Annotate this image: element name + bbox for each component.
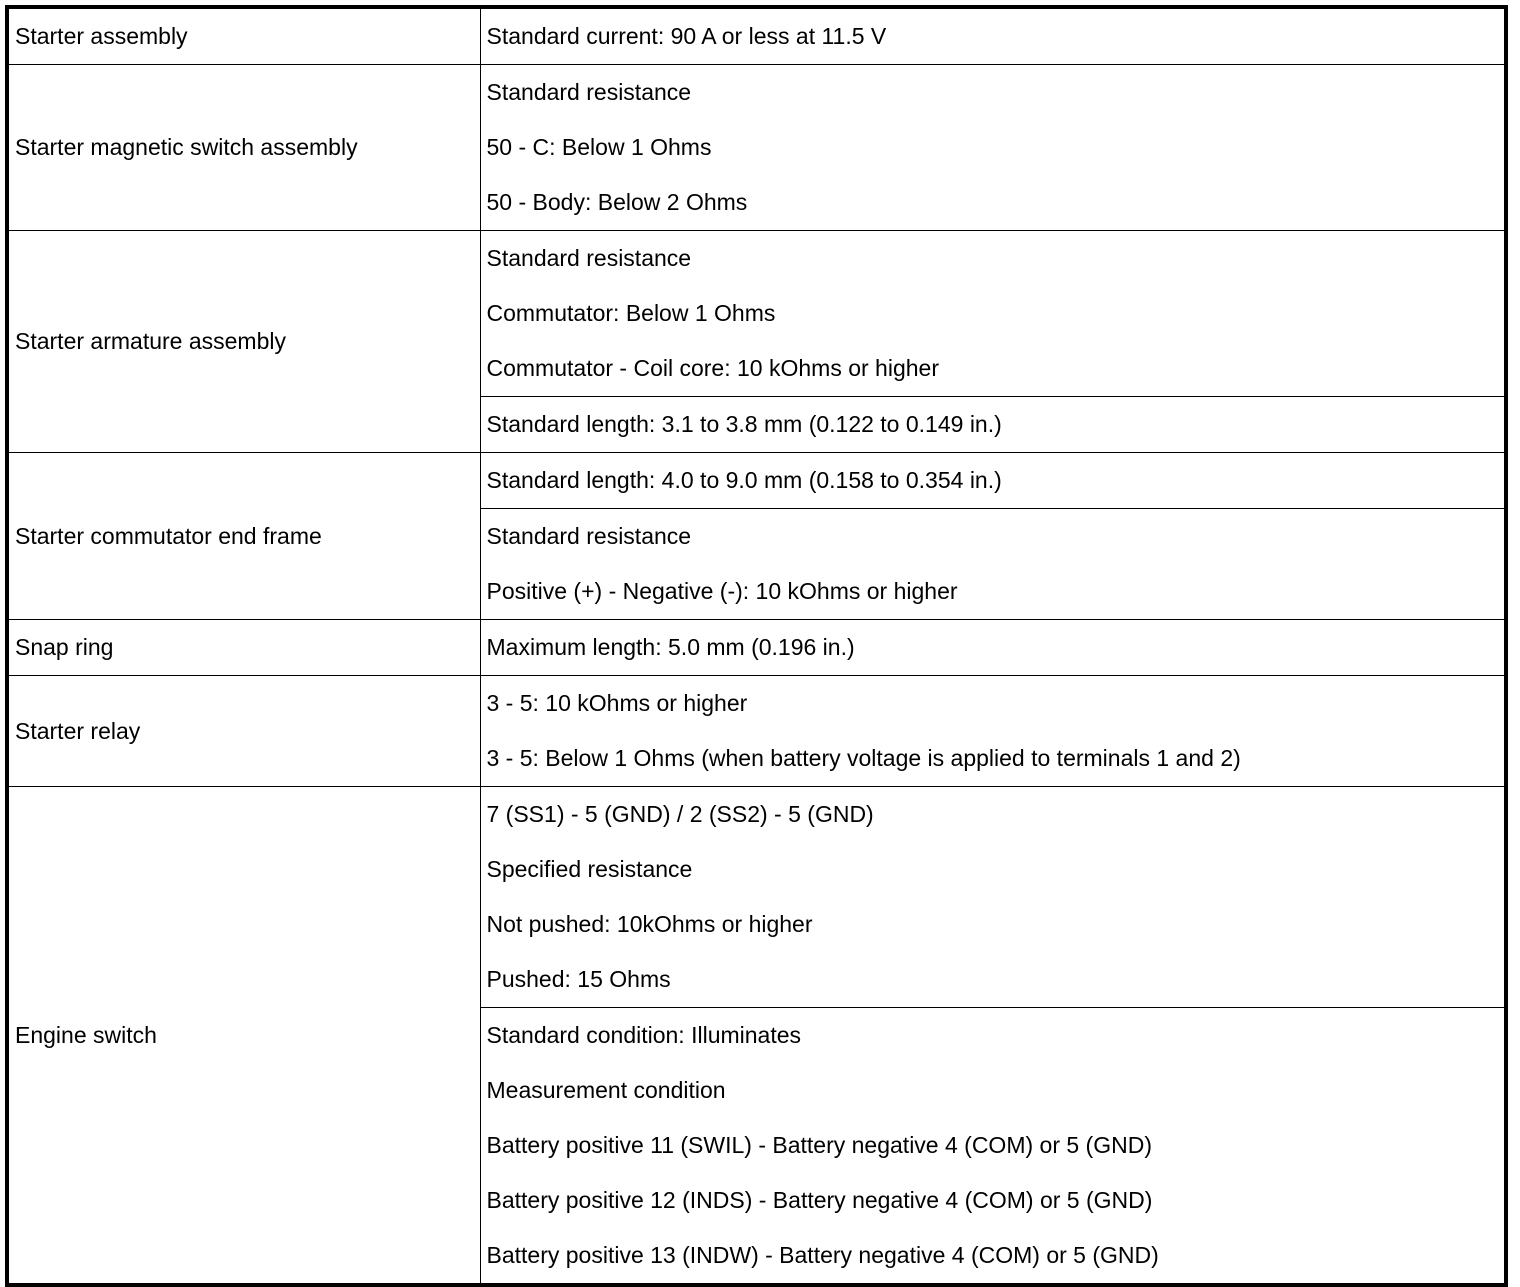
spec-cell	[480, 397, 1506, 453]
table-row	[7, 453, 1506, 509]
table-row	[7, 787, 1506, 1008]
component-cell	[7, 676, 480, 787]
spec-line: Standard resistance	[486, 523, 692, 549]
spec-line: Commutator: Below 1 Ohms	[486, 300, 776, 326]
table-row	[7, 7, 1506, 65]
spec-table-body	[7, 7, 1506, 1285]
table-row	[7, 65, 1506, 231]
spec-cell	[480, 231, 1506, 397]
spec-line: Battery positive 12 (INDS) - Battery negative 4 (COM) or 5 (GND)	[486, 1187, 1153, 1213]
spec-line: 50 - C: Below 1 Ohms	[486, 134, 712, 160]
component-cell	[7, 65, 480, 231]
component-label: Starter assembly	[15, 23, 188, 49]
spec-cell	[480, 620, 1506, 676]
spec-cell	[480, 676, 1506, 787]
spec-line: 50 - Body: Below 2 Ohms	[486, 189, 748, 215]
spec-line: 3 - 5: Below 1 Ohms (when battery voltage is applied to terminals 1 and 2)	[486, 745, 1241, 771]
spec-line: Commutator - Coil core: 10 kOhms or higher	[486, 355, 939, 381]
spec-line: Standard length: 3.1 to 3.8 mm (0.122 to 0.149 in.)	[486, 411, 1002, 437]
spec-line: Specified resistance	[486, 856, 693, 882]
spec-line: Not pushed: 10kOhms or higher	[486, 911, 813, 937]
component-cell	[7, 231, 480, 453]
component-cell	[7, 620, 480, 676]
spec-cell	[480, 65, 1506, 231]
spec-line: Battery positive 11 (SWIL) - Battery negative 4 (COM) or 5 (GND)	[486, 1132, 1152, 1158]
table-row	[7, 620, 1506, 676]
spec-line: Standard length: 4.0 to 9.0 mm (0.158 to 0.354 in.)	[486, 467, 1002, 493]
spec-line: Standard current: 90 A or less at 11.5 V	[486, 23, 887, 49]
spec-line: Pushed: 15 Ohms	[486, 966, 671, 992]
spec-line: 3 - 5: 10 kOhms or higher	[486, 690, 748, 716]
spec-cell	[480, 1008, 1506, 1286]
spec-line: Measurement condition	[486, 1077, 726, 1103]
spec-table	[5, 5, 1508, 1287]
spec-cell	[480, 453, 1506, 509]
component-cell	[7, 453, 480, 620]
table-row	[7, 676, 1506, 787]
spec-cell	[480, 509, 1506, 620]
spec-line: Maximum length: 5.0 mm (0.196 in.)	[486, 634, 855, 660]
spec-line: Standard condition: Illuminates	[486, 1022, 802, 1048]
component-label: Starter armature assembly	[15, 328, 286, 354]
spec-line: 7 (SS1) - 5 (GND) / 2 (SS2) - 5 (GND)	[486, 801, 874, 827]
spec-cell	[480, 787, 1506, 1008]
component-label: Engine switch	[15, 1021, 157, 1048]
spec-cell	[480, 7, 1506, 65]
component-label: Starter relay	[15, 717, 141, 744]
component-cell	[7, 787, 480, 1286]
spec-line: Standard resistance	[486, 79, 692, 105]
component-label: Starter magnetic switch assembly	[15, 134, 358, 160]
component-label: Snap ring	[15, 634, 114, 660]
table-row	[7, 231, 1506, 397]
spec-line: Standard resistance	[486, 245, 692, 271]
component-label: Starter commutator end frame	[15, 522, 322, 549]
spec-line: Positive (+) - Negative (-): 10 kOhms or higher	[486, 578, 958, 604]
spec-line: Battery positive 13 (INDW) - Battery negative 4 (COM) or 5 (GND)	[486, 1242, 1159, 1268]
component-cell	[7, 7, 480, 65]
